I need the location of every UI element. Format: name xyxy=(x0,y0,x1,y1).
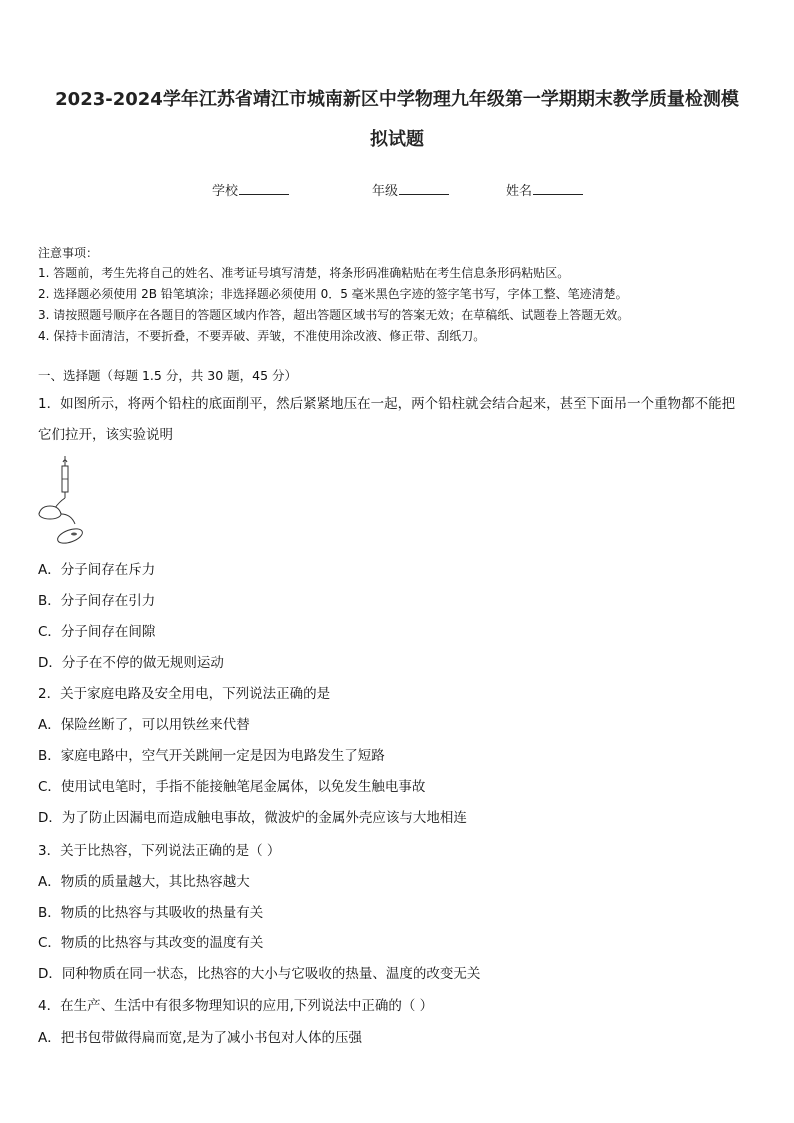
question-1-option-c[interactable]: C．分子间存在间隙 xyxy=(38,624,156,640)
note-item: 4. 保持卡面清洁，不要折叠，不要弄破、弄皱，不准使用涂改液、修正带、刮纸刀。 xyxy=(38,329,486,343)
grade-blank[interactable] xyxy=(399,181,449,195)
question-1-option-d[interactable]: D．分子在不停的做无规则运动 xyxy=(38,655,224,671)
lead-cylinder-figure xyxy=(34,454,84,550)
school-label: 学校 xyxy=(212,184,239,199)
notes-heading: 注意事项： xyxy=(38,246,99,260)
note-item: 1. 答题前，考生先将自己的姓名、准考证号填写清楚，将条形码准确粘贴在考生信息条形码粘贴区。 xyxy=(38,266,570,280)
question-1-option-a[interactable]: A．分子间存在斥力 xyxy=(38,562,156,578)
question-1-stem-cont: 它们拉开，该实验说明 xyxy=(38,427,173,443)
question-3-stem: 3．关于比热容，下列说法正确的是（ ） xyxy=(38,843,281,859)
exam-title-line-1: 2023-2024学年江苏省靖江市城南新区中学物理九年级第一学期期末教学质量检测模 xyxy=(55,89,739,110)
question-1-option-b[interactable]: B．分子间存在引力 xyxy=(38,593,156,609)
grade-field xyxy=(372,181,449,201)
question-2-option-d[interactable]: D．为了防止因漏电而造成触电事故，微波炉的金属外壳应该与大地相连 xyxy=(38,810,467,826)
name-field xyxy=(506,181,583,201)
section-heading: 一、选择题（每题 1.5 分，共 30 题，45 分） xyxy=(38,368,298,383)
question-3-option-a[interactable]: A．物质的质量越大，其比热容越大 xyxy=(38,874,250,890)
question-2-option-c[interactable]: C．使用试电笔时，手指不能接触笔尾金属体，以免发生触电事故 xyxy=(38,779,426,795)
question-2-stem: 2．关于家庭电路及安全用电，下列说法正确的是 xyxy=(38,686,331,702)
question-2-option-b[interactable]: B．家庭电路中，空气开关跳闸一定是因为电路发生了短路 xyxy=(38,748,385,764)
question-4-stem: 4．在生产、生活中有很多物理知识的应用,下列说法中正确的（ ） xyxy=(38,998,434,1014)
name-label: 姓名 xyxy=(506,184,533,199)
question-4-option-a[interactable]: A．把书包带做得扁而宽,是为了减小书包对人体的压强 xyxy=(38,1030,363,1046)
question-3-option-c[interactable]: C．物质的比热容与其改变的温度有关 xyxy=(38,935,264,951)
school-field xyxy=(212,181,289,201)
name-blank[interactable] xyxy=(533,181,583,195)
note-item: 2. 选择题必须使用 2B 铅笔填涂；非选择题必须使用 0．5 毫米黑色字迹的签字笔书写，字体工整、笔迹清楚。 xyxy=(38,287,628,301)
question-3-option-d[interactable]: D．同种物质在同一状态，比热容的大小与它吸收的热量、温度的改变无关 xyxy=(38,966,481,982)
exam-title-line-2: 拟试题 xyxy=(370,129,424,150)
grade-label: 年级 xyxy=(372,184,399,199)
school-blank[interactable] xyxy=(239,181,289,195)
note-item: 3. 请按照题号顺序在各题目的答题区域内作答，超出答题区域书写的答案无效；在草稿纸、试题卷上答题无效。 xyxy=(38,308,630,322)
question-1-stem: 1．如图所示，将两个铅柱的底面削平，然后紧紧地压在一起，两个铅柱就会结合起来，甚至下面吊一个重物都不能把 xyxy=(38,396,736,412)
question-3-option-b[interactable]: B．物质的比热容与其吸收的热量有关 xyxy=(38,905,264,921)
question-2-option-a[interactable]: A．保险丝断了，可以用铁丝来代替 xyxy=(38,717,250,733)
